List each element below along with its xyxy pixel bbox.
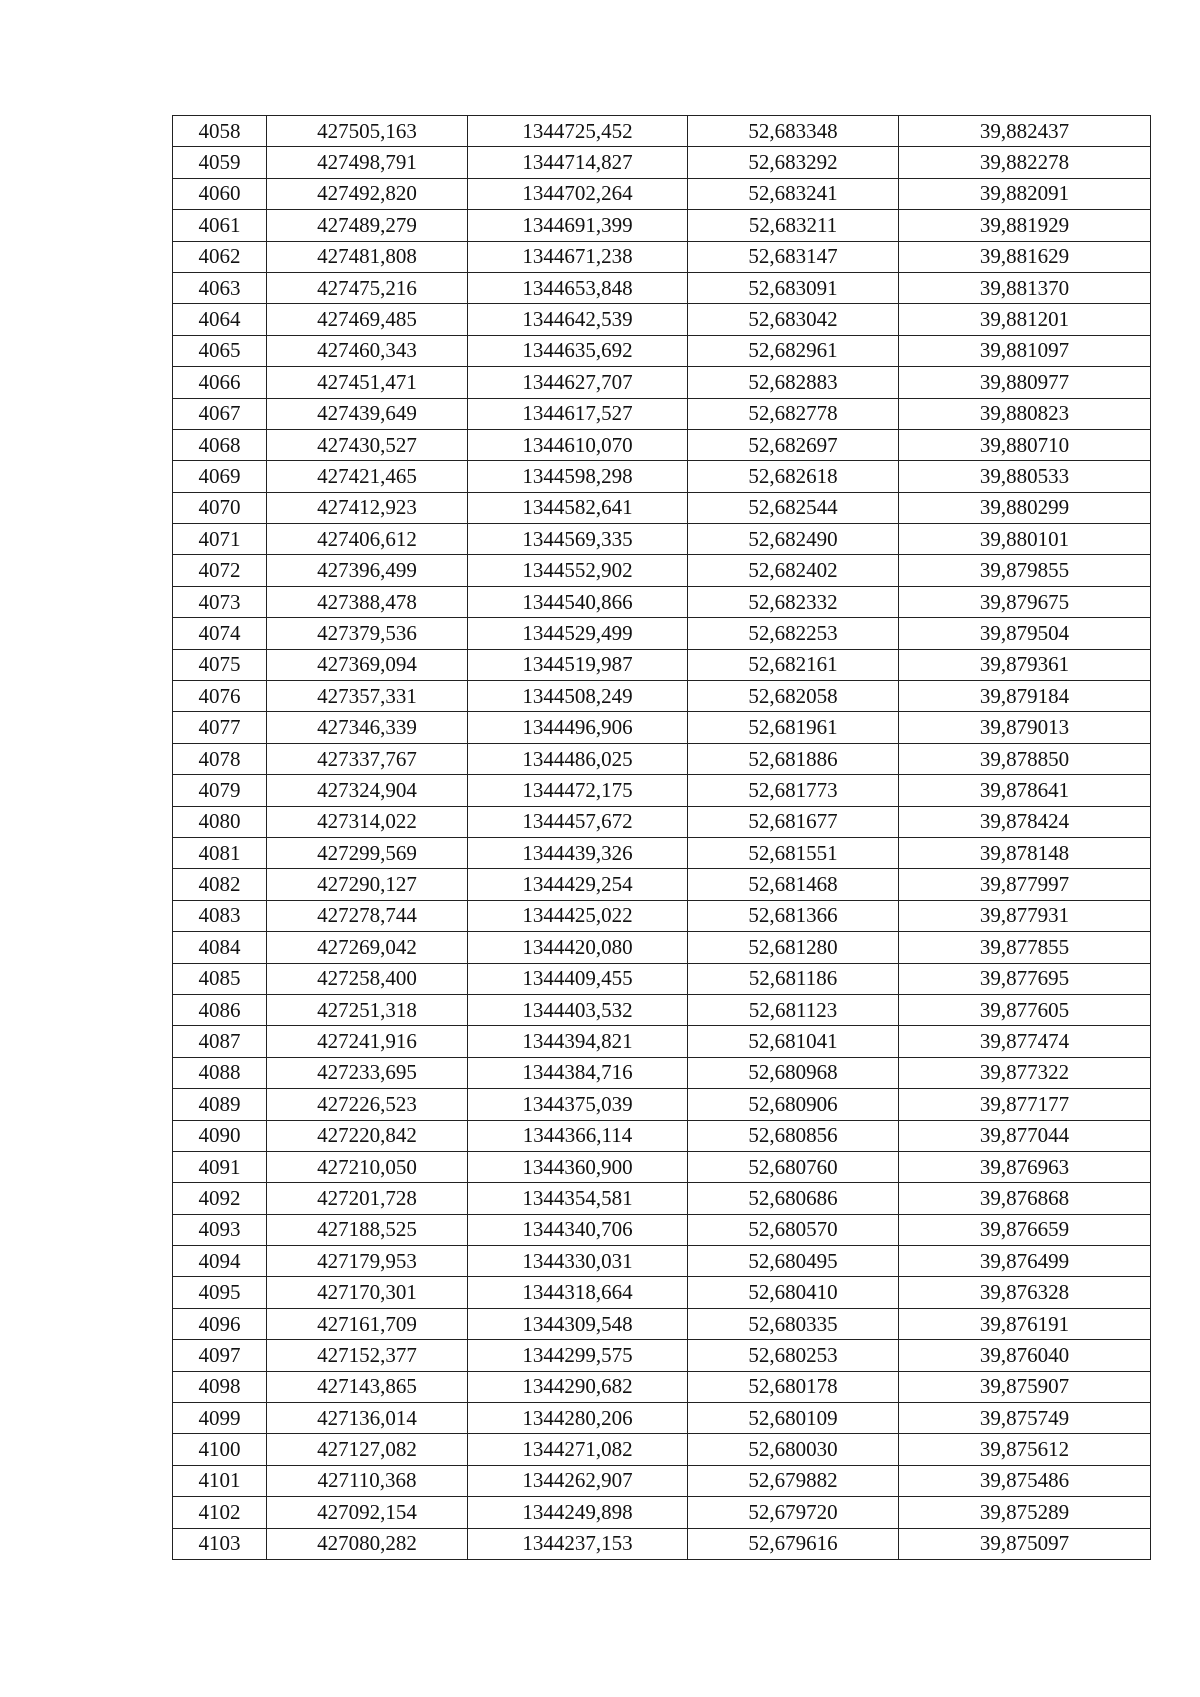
coord-y-cell: 1344529,499 — [468, 618, 688, 649]
latitude-cell: 52,682961 — [688, 335, 899, 366]
latitude-cell: 52,682161 — [688, 649, 899, 680]
point-number-cell: 4071 — [173, 524, 267, 555]
longitude-cell: 39,879855 — [899, 555, 1151, 586]
coord-y-cell: 1344635,692 — [468, 335, 688, 366]
longitude-cell: 39,877177 — [899, 1089, 1151, 1120]
longitude-cell: 39,877931 — [899, 900, 1151, 931]
table-row — [173, 681, 1151, 712]
coord-x-cell: 427161,709 — [267, 1308, 468, 1339]
coord-x-cell: 427170,301 — [267, 1277, 468, 1308]
longitude-cell: 39,878850 — [899, 743, 1151, 774]
table-row — [173, 304, 1151, 335]
point-number-cell: 4078 — [173, 743, 267, 774]
coord-y-cell: 1344702,264 — [468, 178, 688, 209]
coord-y-cell: 1344299,575 — [468, 1340, 688, 1371]
coord-y-cell: 1344552,902 — [468, 555, 688, 586]
longitude-cell: 39,876191 — [899, 1308, 1151, 1339]
longitude-cell: 39,877474 — [899, 1026, 1151, 1057]
longitude-cell: 39,877044 — [899, 1120, 1151, 1151]
latitude-cell: 52,681773 — [688, 775, 899, 806]
point-number-cell: 4083 — [173, 900, 267, 931]
coord-x-cell: 427278,744 — [267, 900, 468, 931]
latitude-cell: 52,681366 — [688, 900, 899, 931]
table-row — [173, 1057, 1151, 1088]
longitude-cell: 39,882278 — [899, 147, 1151, 178]
table-row — [173, 806, 1151, 837]
coord-x-cell: 427127,082 — [267, 1434, 468, 1465]
table-row — [173, 1340, 1151, 1371]
latitude-cell: 52,681677 — [688, 806, 899, 837]
latitude-cell: 52,681886 — [688, 743, 899, 774]
coord-y-cell: 1344330,031 — [468, 1246, 688, 1277]
latitude-cell: 52,682697 — [688, 429, 899, 460]
longitude-cell: 39,879184 — [899, 681, 1151, 712]
point-number-cell: 4072 — [173, 555, 267, 586]
longitude-cell: 39,881629 — [899, 241, 1151, 272]
table-row — [173, 775, 1151, 806]
latitude-cell: 52,680495 — [688, 1246, 899, 1277]
latitude-cell: 52,681468 — [688, 869, 899, 900]
point-number-cell: 4074 — [173, 618, 267, 649]
table-row — [173, 900, 1151, 931]
longitude-cell: 39,882091 — [899, 178, 1151, 209]
latitude-cell: 52,682402 — [688, 555, 899, 586]
point-number-cell: 4067 — [173, 398, 267, 429]
table-row — [173, 147, 1151, 178]
point-number-cell: 4066 — [173, 367, 267, 398]
coord-y-cell: 1344598,298 — [468, 461, 688, 492]
longitude-cell: 39,876040 — [899, 1340, 1151, 1371]
point-number-cell: 4094 — [173, 1246, 267, 1277]
coord-x-cell: 427092,154 — [267, 1497, 468, 1528]
table-row — [173, 1403, 1151, 1434]
coord-x-cell: 427451,471 — [267, 367, 468, 398]
table-row — [173, 1497, 1151, 1528]
point-number-cell: 4077 — [173, 712, 267, 743]
table-row — [173, 210, 1151, 241]
coord-x-cell: 427210,050 — [267, 1151, 468, 1182]
latitude-cell: 52,680570 — [688, 1214, 899, 1245]
table-row — [173, 1308, 1151, 1339]
coord-y-cell: 1344569,335 — [468, 524, 688, 555]
point-number-cell: 4075 — [173, 649, 267, 680]
coord-x-cell: 427324,904 — [267, 775, 468, 806]
coord-y-cell: 1344309,548 — [468, 1308, 688, 1339]
point-number-cell: 4081 — [173, 837, 267, 868]
longitude-cell: 39,879675 — [899, 586, 1151, 617]
table-row — [173, 649, 1151, 680]
coord-y-cell: 1344508,249 — [468, 681, 688, 712]
table-row — [173, 367, 1151, 398]
latitude-cell: 52,680335 — [688, 1308, 899, 1339]
coord-y-cell: 1344318,664 — [468, 1277, 688, 1308]
coord-x-cell: 427290,127 — [267, 869, 468, 900]
coord-x-cell: 427241,916 — [267, 1026, 468, 1057]
coord-x-cell: 427396,499 — [267, 555, 468, 586]
table-row — [173, 492, 1151, 523]
table-row — [173, 429, 1151, 460]
table-row — [173, 586, 1151, 617]
coord-x-cell: 427469,485 — [267, 304, 468, 335]
point-number-cell: 4073 — [173, 586, 267, 617]
latitude-cell: 52,682778 — [688, 398, 899, 429]
coord-y-cell: 1344691,399 — [468, 210, 688, 241]
point-number-cell: 4087 — [173, 1026, 267, 1057]
table-row — [173, 1120, 1151, 1151]
coord-y-cell: 1344610,070 — [468, 429, 688, 460]
latitude-cell: 52,680906 — [688, 1089, 899, 1120]
latitude-cell: 52,681123 — [688, 994, 899, 1025]
table-row — [173, 1277, 1151, 1308]
longitude-cell: 39,875097 — [899, 1528, 1151, 1559]
coord-x-cell: 427314,022 — [267, 806, 468, 837]
coord-x-cell: 427505,163 — [267, 116, 468, 147]
coord-y-cell: 1344472,175 — [468, 775, 688, 806]
point-number-cell: 4062 — [173, 241, 267, 272]
latitude-cell: 52,683042 — [688, 304, 899, 335]
latitude-cell: 52,681551 — [688, 837, 899, 868]
coord-x-cell: 427439,649 — [267, 398, 468, 429]
coord-y-cell: 1344627,707 — [468, 367, 688, 398]
point-number-cell: 4063 — [173, 272, 267, 303]
point-number-cell: 4086 — [173, 994, 267, 1025]
coord-x-cell: 427460,343 — [267, 335, 468, 366]
coord-y-cell: 1344375,039 — [468, 1089, 688, 1120]
point-number-cell: 4096 — [173, 1308, 267, 1339]
table-row — [173, 963, 1151, 994]
table-row — [173, 618, 1151, 649]
latitude-cell: 52,683091 — [688, 272, 899, 303]
latitude-cell: 52,679882 — [688, 1465, 899, 1496]
table-row — [173, 1434, 1151, 1465]
coord-x-cell: 427080,282 — [267, 1528, 468, 1559]
point-number-cell: 4095 — [173, 1277, 267, 1308]
point-number-cell: 4065 — [173, 335, 267, 366]
table-row — [173, 712, 1151, 743]
table-row — [173, 837, 1151, 868]
table-row — [173, 335, 1151, 366]
point-number-cell: 4069 — [173, 461, 267, 492]
longitude-cell: 39,877855 — [899, 932, 1151, 963]
coord-x-cell: 427143,865 — [267, 1371, 468, 1402]
coord-y-cell: 1344425,022 — [468, 900, 688, 931]
coord-x-cell: 427346,339 — [267, 712, 468, 743]
coord-y-cell: 1344290,682 — [468, 1371, 688, 1402]
coord-y-cell: 1344725,452 — [468, 116, 688, 147]
longitude-cell: 39,875907 — [899, 1371, 1151, 1402]
point-number-cell: 4080 — [173, 806, 267, 837]
coord-x-cell: 427337,767 — [267, 743, 468, 774]
latitude-cell: 52,683348 — [688, 116, 899, 147]
table-row — [173, 1465, 1151, 1496]
point-number-cell: 4090 — [173, 1120, 267, 1151]
coord-y-cell: 1344457,672 — [468, 806, 688, 837]
coord-x-cell: 427388,478 — [267, 586, 468, 617]
coord-x-cell: 427110,368 — [267, 1465, 468, 1496]
coord-x-cell: 427136,014 — [267, 1403, 468, 1434]
coord-x-cell: 427492,820 — [267, 178, 468, 209]
latitude-cell: 52,681280 — [688, 932, 899, 963]
latitude-cell: 52,679616 — [688, 1528, 899, 1559]
longitude-cell: 39,877997 — [899, 869, 1151, 900]
coord-x-cell: 427152,377 — [267, 1340, 468, 1371]
latitude-cell: 52,680253 — [688, 1340, 899, 1371]
point-number-cell: 4061 — [173, 210, 267, 241]
longitude-cell: 39,879361 — [899, 649, 1151, 680]
point-number-cell: 4085 — [173, 963, 267, 994]
coord-y-cell: 1344653,848 — [468, 272, 688, 303]
coord-x-cell: 427475,216 — [267, 272, 468, 303]
latitude-cell: 52,681186 — [688, 963, 899, 994]
table-row — [173, 461, 1151, 492]
point-number-cell: 4089 — [173, 1089, 267, 1120]
latitude-cell: 52,680109 — [688, 1403, 899, 1434]
table-row — [173, 1151, 1151, 1182]
latitude-cell: 52,682883 — [688, 367, 899, 398]
coord-y-cell: 1344271,082 — [468, 1434, 688, 1465]
longitude-cell: 39,875612 — [899, 1434, 1151, 1465]
table-row — [173, 272, 1151, 303]
table-row — [173, 178, 1151, 209]
point-number-cell: 4064 — [173, 304, 267, 335]
longitude-cell: 39,878424 — [899, 806, 1151, 837]
table-row — [173, 1089, 1151, 1120]
coord-x-cell: 427498,791 — [267, 147, 468, 178]
latitude-cell: 52,680968 — [688, 1057, 899, 1088]
coord-x-cell: 427379,536 — [267, 618, 468, 649]
longitude-cell: 39,876659 — [899, 1214, 1151, 1245]
point-number-cell: 4103 — [173, 1528, 267, 1559]
point-number-cell: 4068 — [173, 429, 267, 460]
coord-x-cell: 427357,331 — [267, 681, 468, 712]
coord-x-cell: 427489,279 — [267, 210, 468, 241]
longitude-cell: 39,875486 — [899, 1465, 1151, 1496]
longitude-cell: 39,877695 — [899, 963, 1151, 994]
longitude-cell: 39,879504 — [899, 618, 1151, 649]
table-row — [173, 994, 1151, 1025]
longitude-cell: 39,877322 — [899, 1057, 1151, 1088]
coord-y-cell: 1344519,987 — [468, 649, 688, 680]
table-row — [173, 1528, 1151, 1559]
longitude-cell: 39,876963 — [899, 1151, 1151, 1182]
coord-y-cell: 1344617,527 — [468, 398, 688, 429]
table-row — [173, 116, 1151, 147]
point-number-cell: 4101 — [173, 1465, 267, 1496]
latitude-cell: 52,680856 — [688, 1120, 899, 1151]
table-row — [173, 743, 1151, 774]
coord-y-cell: 1344540,866 — [468, 586, 688, 617]
latitude-cell: 52,683147 — [688, 241, 899, 272]
longitude-cell: 39,880533 — [899, 461, 1151, 492]
table-row — [173, 398, 1151, 429]
table-row — [173, 524, 1151, 555]
longitude-cell: 39,880977 — [899, 367, 1151, 398]
longitude-cell: 39,876328 — [899, 1277, 1151, 1308]
latitude-cell: 52,683292 — [688, 147, 899, 178]
latitude-cell: 52,682618 — [688, 461, 899, 492]
coord-x-cell: 427258,400 — [267, 963, 468, 994]
table-row — [173, 1214, 1151, 1245]
latitude-cell: 52,682332 — [688, 586, 899, 617]
coord-y-cell: 1344671,238 — [468, 241, 688, 272]
coord-y-cell: 1344403,532 — [468, 994, 688, 1025]
coord-x-cell: 427430,527 — [267, 429, 468, 460]
coordinates-table — [172, 115, 1151, 1560]
coord-x-cell: 427220,842 — [267, 1120, 468, 1151]
coord-y-cell: 1344714,827 — [468, 147, 688, 178]
table-row — [173, 241, 1151, 272]
coord-x-cell: 427233,695 — [267, 1057, 468, 1088]
coord-x-cell: 427188,525 — [267, 1214, 468, 1245]
coord-y-cell: 1344429,254 — [468, 869, 688, 900]
point-number-cell: 4098 — [173, 1371, 267, 1402]
table-row — [173, 555, 1151, 586]
point-number-cell: 4076 — [173, 681, 267, 712]
point-number-cell: 4097 — [173, 1340, 267, 1371]
point-number-cell: 4070 — [173, 492, 267, 523]
point-number-cell: 4102 — [173, 1497, 267, 1528]
coord-y-cell: 1344366,114 — [468, 1120, 688, 1151]
coord-x-cell: 427412,923 — [267, 492, 468, 523]
longitude-cell: 39,880710 — [899, 429, 1151, 460]
coord-x-cell: 427201,728 — [267, 1183, 468, 1214]
latitude-cell: 52,681041 — [688, 1026, 899, 1057]
point-number-cell: 4091 — [173, 1151, 267, 1182]
longitude-cell: 39,875289 — [899, 1497, 1151, 1528]
point-number-cell: 4099 — [173, 1403, 267, 1434]
table-row — [173, 1246, 1151, 1277]
longitude-cell: 39,881201 — [899, 304, 1151, 335]
latitude-cell: 52,679720 — [688, 1497, 899, 1528]
longitude-cell: 39,881097 — [899, 335, 1151, 366]
table-row — [173, 1371, 1151, 1402]
longitude-cell: 39,880299 — [899, 492, 1151, 523]
point-number-cell: 4058 — [173, 116, 267, 147]
coord-y-cell: 1344340,706 — [468, 1214, 688, 1245]
latitude-cell: 52,680760 — [688, 1151, 899, 1182]
longitude-cell: 39,878148 — [899, 837, 1151, 868]
table-row — [173, 1183, 1151, 1214]
coord-x-cell: 427179,953 — [267, 1246, 468, 1277]
coord-y-cell: 1344496,906 — [468, 712, 688, 743]
coord-x-cell: 427481,808 — [267, 241, 468, 272]
latitude-cell: 52,682490 — [688, 524, 899, 555]
point-number-cell: 4060 — [173, 178, 267, 209]
point-number-cell: 4079 — [173, 775, 267, 806]
table-row — [173, 932, 1151, 963]
coord-x-cell: 427369,094 — [267, 649, 468, 680]
point-number-cell: 4093 — [173, 1214, 267, 1245]
coord-x-cell: 427251,318 — [267, 994, 468, 1025]
point-number-cell: 4059 — [173, 147, 267, 178]
longitude-cell: 39,877605 — [899, 994, 1151, 1025]
longitude-cell: 39,882437 — [899, 116, 1151, 147]
coord-x-cell: 427299,569 — [267, 837, 468, 868]
point-number-cell: 4088 — [173, 1057, 267, 1088]
coord-y-cell: 1344582,641 — [468, 492, 688, 523]
coord-y-cell: 1344394,821 — [468, 1026, 688, 1057]
latitude-cell: 52,680686 — [688, 1183, 899, 1214]
longitude-cell: 39,875749 — [899, 1403, 1151, 1434]
point-number-cell: 4100 — [173, 1434, 267, 1465]
latitude-cell: 52,680410 — [688, 1277, 899, 1308]
point-number-cell: 4082 — [173, 869, 267, 900]
coord-y-cell: 1344262,907 — [468, 1465, 688, 1496]
coord-y-cell: 1344642,539 — [468, 304, 688, 335]
longitude-cell: 39,880101 — [899, 524, 1151, 555]
coordinates-table-body — [173, 116, 1151, 1560]
coord-y-cell: 1344360,900 — [468, 1151, 688, 1182]
coord-x-cell: 427226,523 — [267, 1089, 468, 1120]
coord-x-cell: 427421,465 — [267, 461, 468, 492]
longitude-cell: 39,878641 — [899, 775, 1151, 806]
longitude-cell: 39,879013 — [899, 712, 1151, 743]
coord-y-cell: 1344280,206 — [468, 1403, 688, 1434]
latitude-cell: 52,682544 — [688, 492, 899, 523]
coord-y-cell: 1344354,581 — [468, 1183, 688, 1214]
latitude-cell: 52,682253 — [688, 618, 899, 649]
longitude-cell: 39,881929 — [899, 210, 1151, 241]
coord-x-cell: 427406,612 — [267, 524, 468, 555]
coord-y-cell: 1344486,025 — [468, 743, 688, 774]
longitude-cell: 39,876499 — [899, 1246, 1151, 1277]
coord-y-cell: 1344420,080 — [468, 932, 688, 963]
coord-y-cell: 1344409,455 — [468, 963, 688, 994]
coord-y-cell: 1344237,153 — [468, 1528, 688, 1559]
coord-y-cell: 1344249,898 — [468, 1497, 688, 1528]
latitude-cell: 52,683241 — [688, 178, 899, 209]
table-row — [173, 869, 1151, 900]
longitude-cell: 39,881370 — [899, 272, 1151, 303]
coord-x-cell: 427269,042 — [267, 932, 468, 963]
latitude-cell: 52,680178 — [688, 1371, 899, 1402]
latitude-cell: 52,680030 — [688, 1434, 899, 1465]
latitude-cell: 52,681961 — [688, 712, 899, 743]
table-row — [173, 1026, 1151, 1057]
longitude-cell: 39,880823 — [899, 398, 1151, 429]
coord-y-cell: 1344439,326 — [468, 837, 688, 868]
latitude-cell: 52,682058 — [688, 681, 899, 712]
point-number-cell: 4084 — [173, 932, 267, 963]
point-number-cell: 4092 — [173, 1183, 267, 1214]
coord-y-cell: 1344384,716 — [468, 1057, 688, 1088]
longitude-cell: 39,876868 — [899, 1183, 1151, 1214]
latitude-cell: 52,683211 — [688, 210, 899, 241]
